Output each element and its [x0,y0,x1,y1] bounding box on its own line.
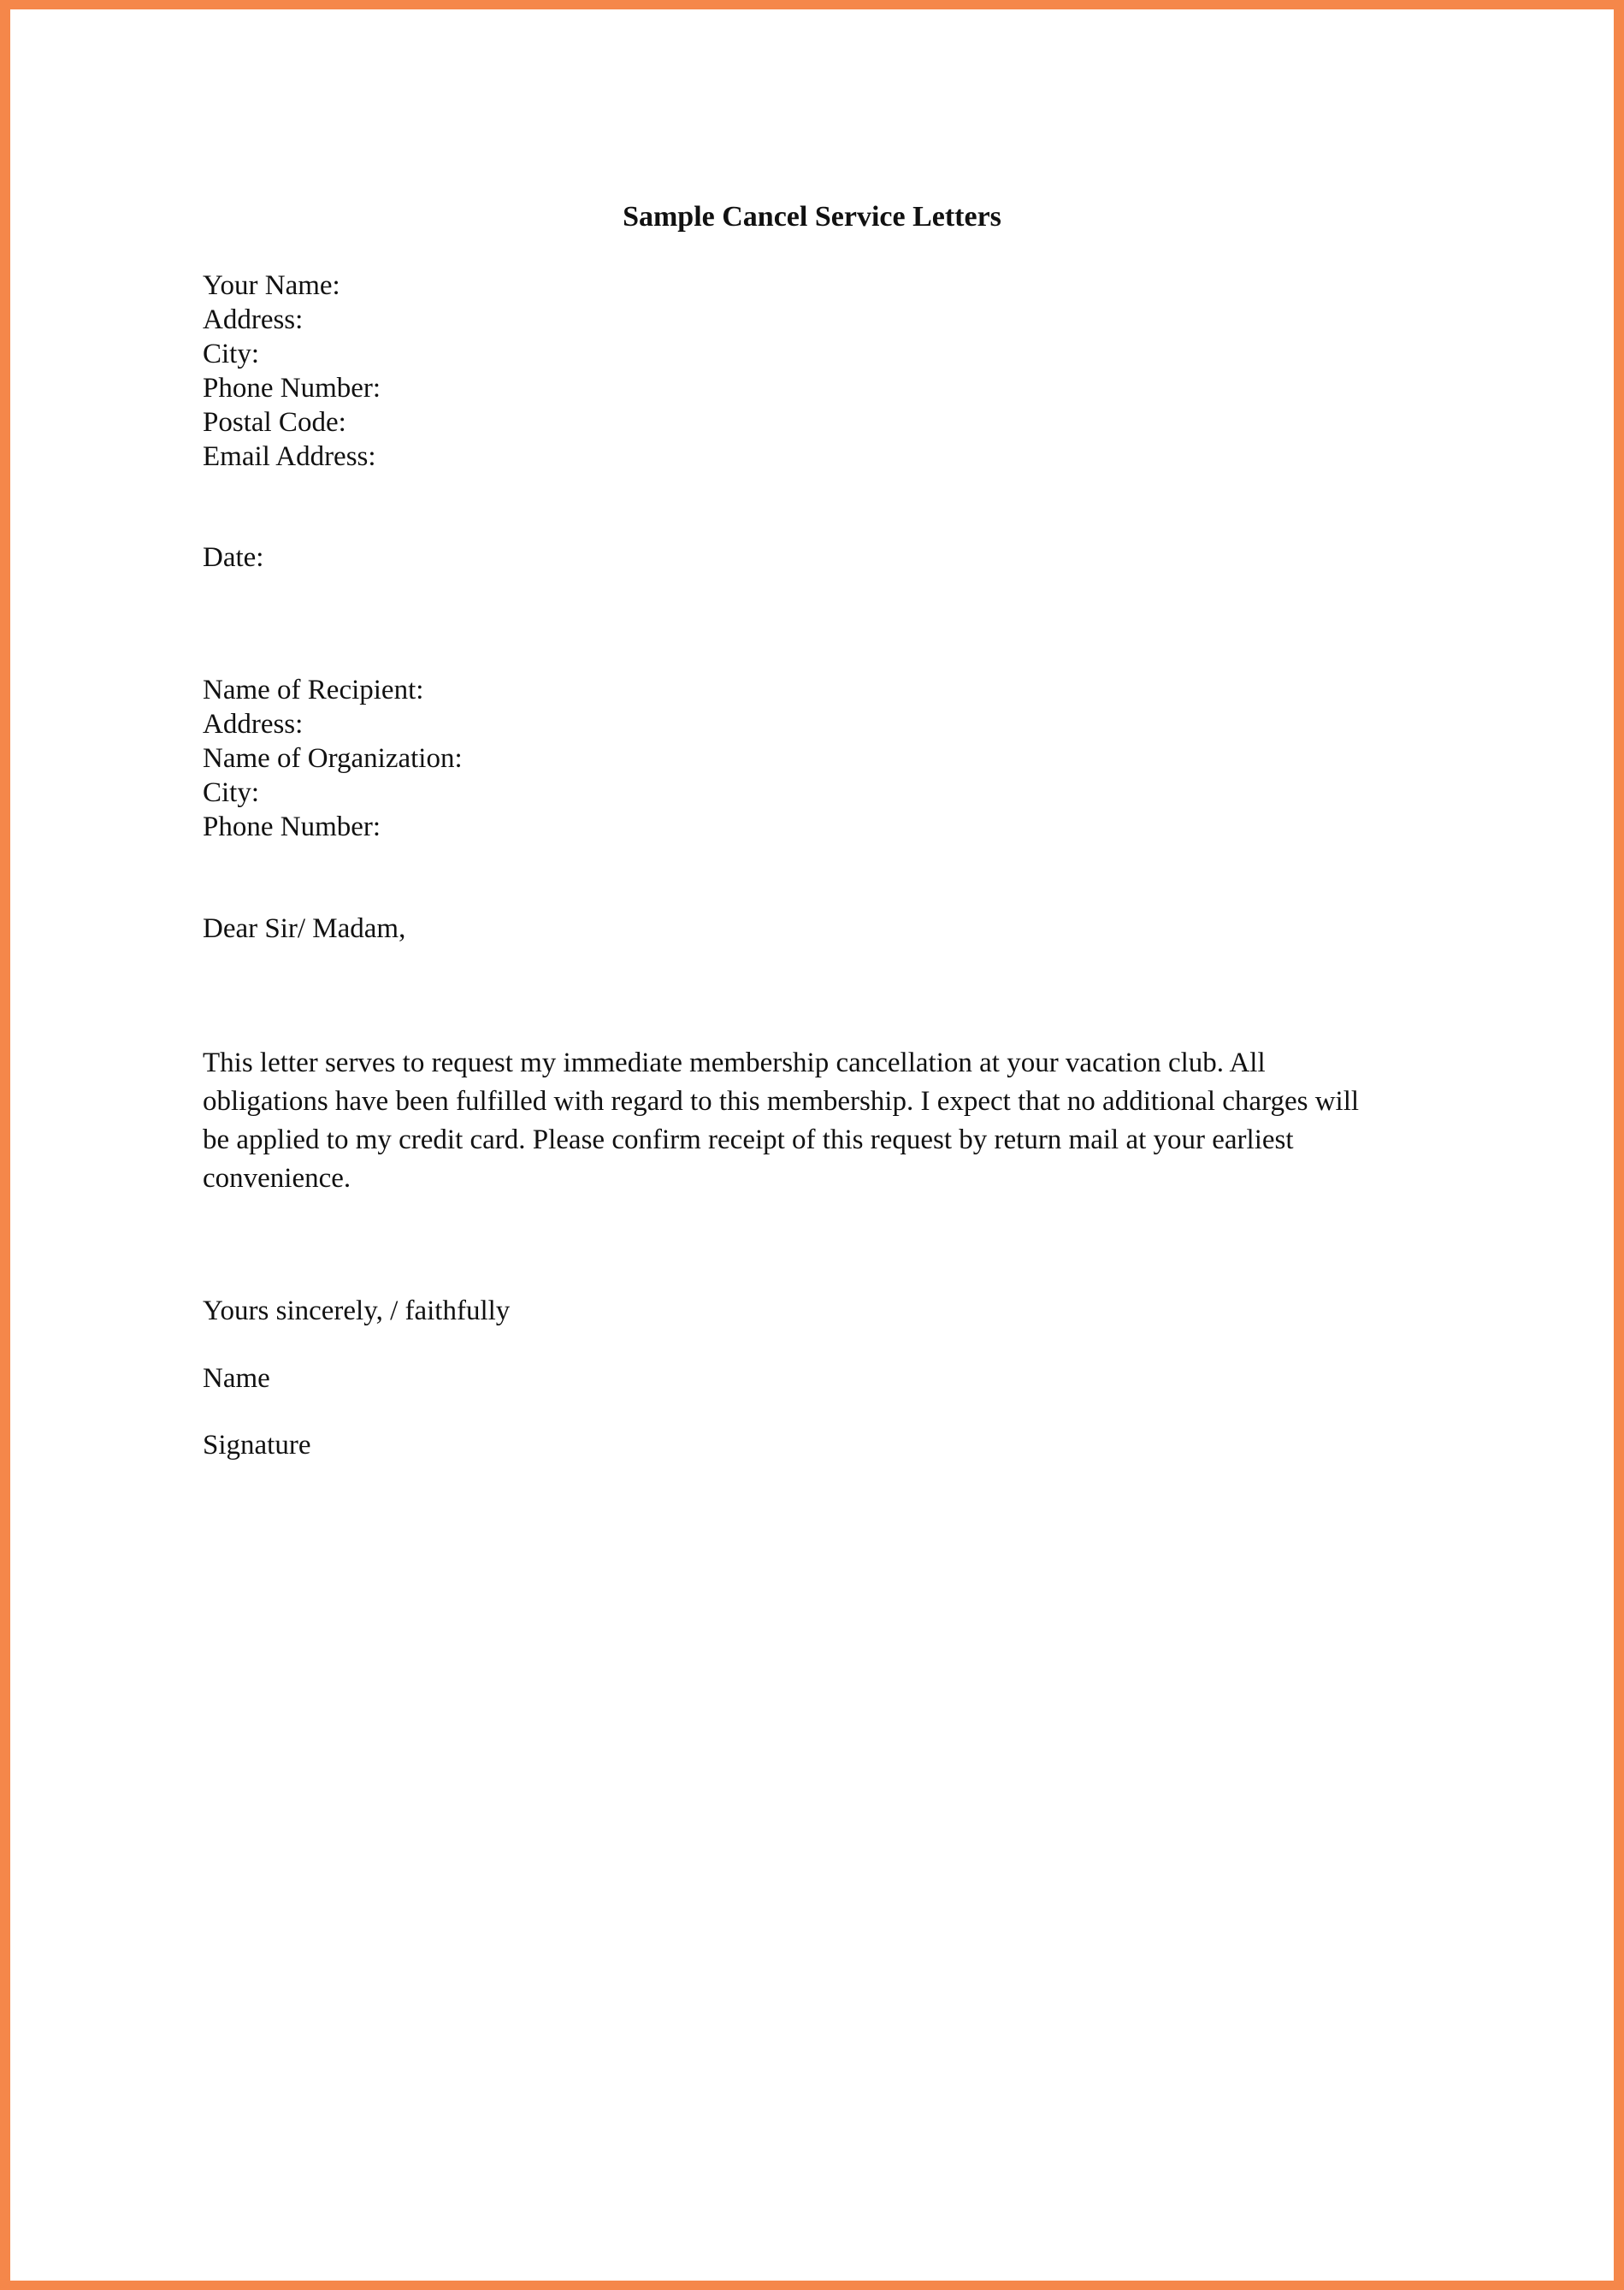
body-line: obligations have been fulfilled with regard to this membership. I expect that no additional charges will [203,1086,1360,1117]
recipient-address-label: Address: [203,709,304,740]
sender-name-label: Your Name: [203,270,340,301]
body-line: be applied to my credit card. Please confirm receipt of this request by return mail at your earliest [203,1124,1294,1155]
recipient-name-label: Name of Recipient: [203,675,424,705]
closing: Yours sincerely, / faithfully [203,1296,511,1326]
sender-phone-label: Phone Number: [203,373,381,404]
letter-body [203,1044,1434,1198]
closing-signature: Signature [203,1430,311,1461]
sender-details [203,269,381,474]
recipient-organization-label: Name of Organization: [203,743,463,774]
sender-postal-code-label: Postal Code: [203,407,346,438]
date-label: Date: [203,542,264,573]
closing-name: Name [203,1363,270,1394]
sender-city-label: City: [203,339,260,369]
body-line: convenience. [203,1163,351,1194]
recipient-phone-label: Phone Number: [203,812,381,842]
body-line: This letter serves to request my immediate membership cancellation at your vacation club. All [203,1048,1266,1078]
page-title: Sample Cancel Service Letters [623,201,1001,233]
sender-email-label: Email Address: [203,441,376,472]
recipient-city-label: City: [203,777,260,808]
salutation: Dear Sir/ Madam, [203,913,406,944]
recipient-details [203,673,463,844]
sender-address-label: Address: [203,304,304,335]
